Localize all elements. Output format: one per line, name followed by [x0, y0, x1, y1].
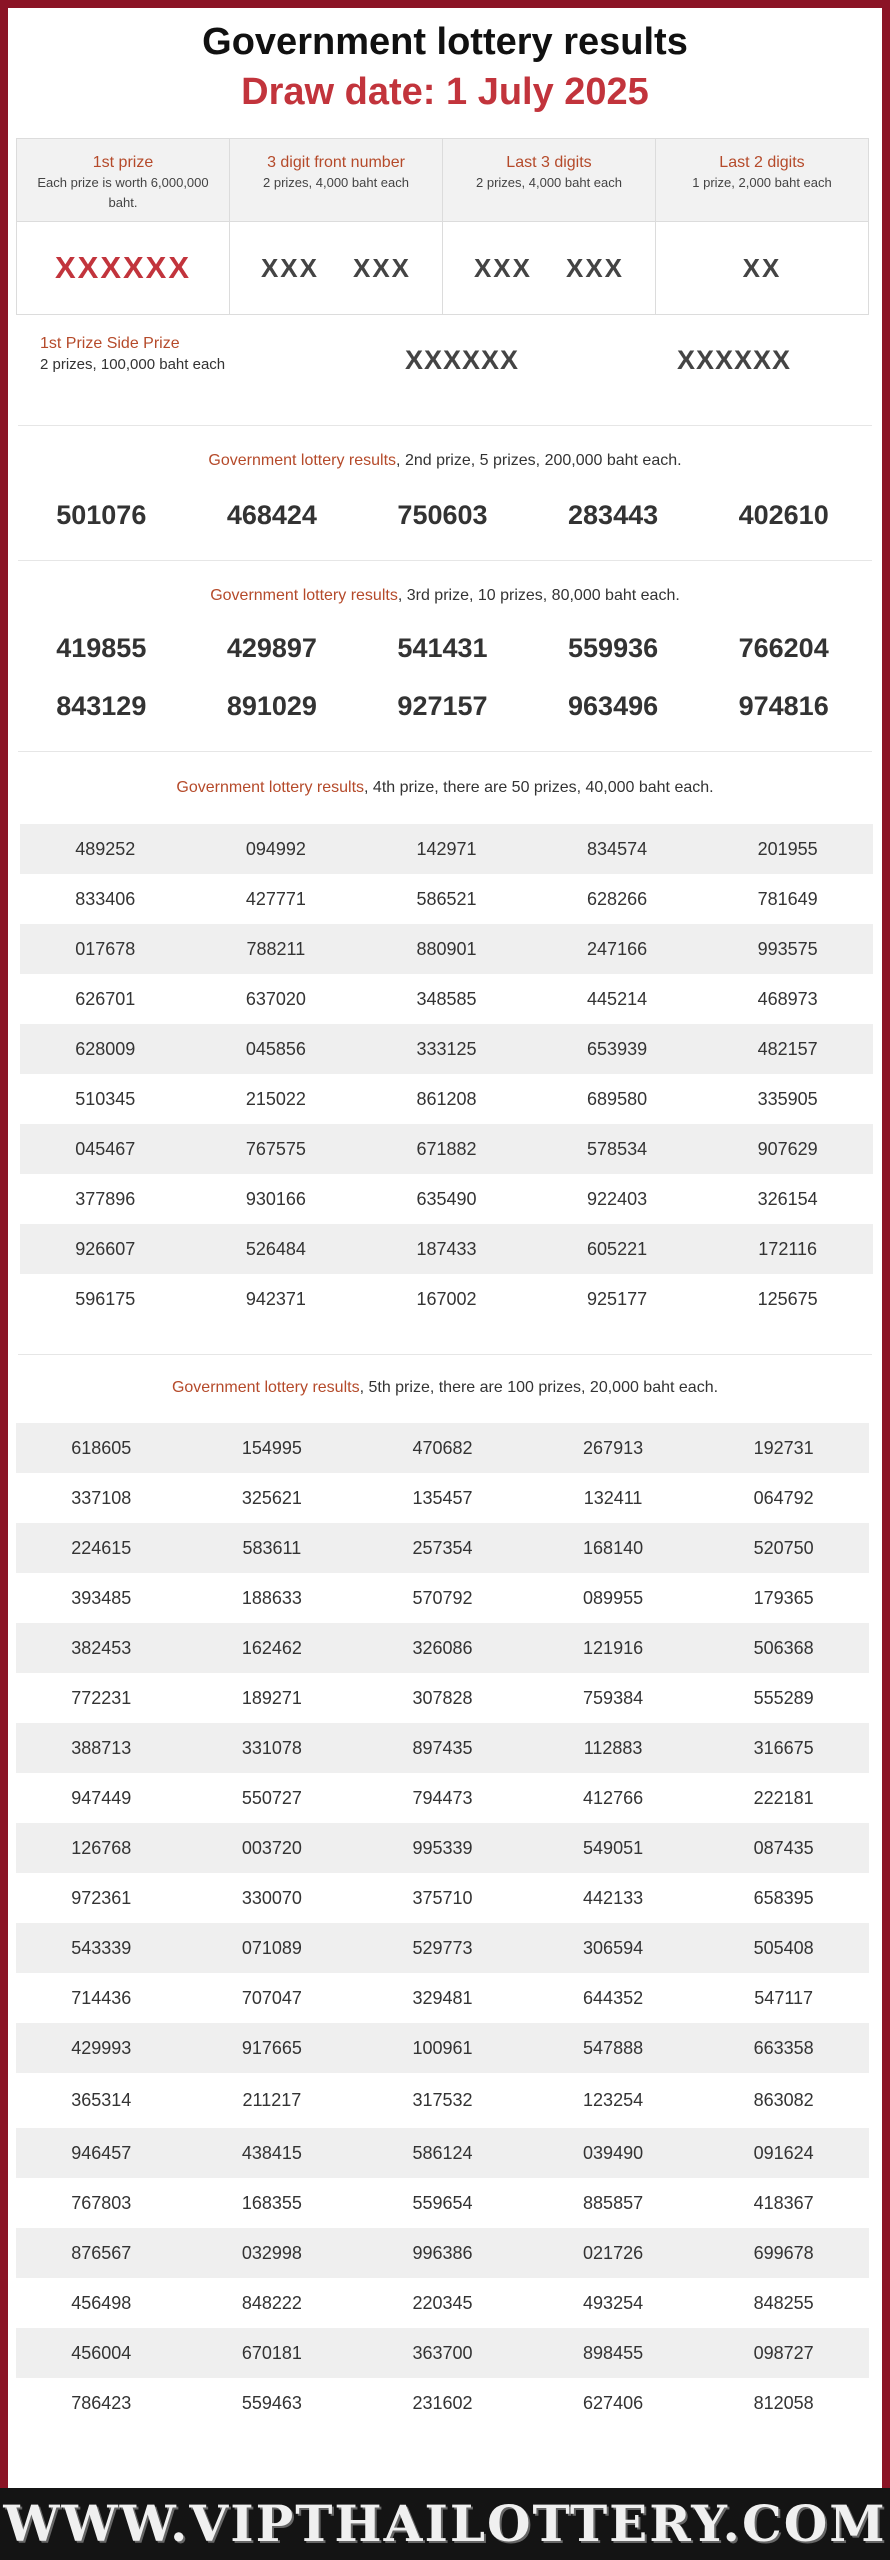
prize2-number: 750603 — [397, 500, 488, 530]
prize4-number: 526484 — [245, 1238, 306, 1259]
front3-header — [230, 139, 443, 222]
table-row — [20, 1174, 873, 1224]
prize5-number: 946457 — [71, 2142, 132, 2163]
prize4-number: 628009 — [75, 1038, 136, 1059]
table-row — [16, 1723, 869, 1773]
header-title: Last 2 digits — [719, 154, 805, 171]
prize5-number: 382453 — [71, 1637, 132, 1658]
prize5-number: 438415 — [241, 2142, 302, 2163]
prize5-number: 365314 — [71, 2090, 132, 2110]
table-row — [16, 1623, 869, 1673]
front3-number: XXX — [260, 252, 319, 283]
prize4-number: 880901 — [416, 938, 477, 959]
prize5-number: 168355 — [241, 2192, 302, 2213]
prize5-grid — [8, 1423, 882, 2428]
prize5-number: 848255 — [753, 2292, 814, 2313]
prize5-number: 192731 — [753, 1437, 814, 1458]
prize4-number: 586521 — [416, 888, 477, 909]
last2-cell — [656, 222, 869, 315]
prize5-number: 505408 — [753, 1937, 814, 1958]
prize4-number: 788211 — [246, 938, 306, 959]
prize5-number: 547117 — [754, 1987, 814, 2008]
prize5-number: 644352 — [583, 1987, 644, 2008]
prize4-number: 125675 — [757, 1288, 818, 1309]
prize5-number: 670181 — [241, 2342, 302, 2363]
prize5-number: 543339 — [71, 1937, 132, 1958]
header-title: 3 digit front number — [267, 154, 405, 171]
prize3-number: 541431 — [397, 633, 488, 663]
prize5-number: 224615 — [71, 1537, 132, 1558]
prize3-number: 559936 — [568, 633, 659, 663]
prize4-number: 215022 — [245, 1088, 306, 1109]
prize5-number: 162462 — [241, 1637, 302, 1658]
prize5-number: 848222 — [241, 2292, 302, 2313]
prize5-number: 071089 — [241, 1937, 302, 1958]
prize4-number: 781649 — [757, 888, 818, 909]
prize4-number: 510345 — [75, 1088, 136, 1109]
prize5-number: 418367 — [753, 2192, 814, 2213]
prize5-number: 121916 — [583, 1637, 644, 1658]
prize5-number: 759384 — [583, 1687, 644, 1708]
prize5-number: 375710 — [412, 1887, 473, 1908]
side-prize-sub: 2 prizes, 100,000 baht each — [40, 356, 226, 373]
prize5-number: 126768 — [71, 1837, 132, 1858]
prize5-number: 559654 — [412, 2192, 473, 2213]
prize5-number: 786423 — [71, 2392, 132, 2413]
prize2-number: 468424 — [226, 500, 317, 530]
table-row — [16, 2128, 869, 2178]
prize5-number: 363700 — [412, 2342, 473, 2363]
table-row — [16, 1773, 869, 1823]
prize5-number: 506368 — [753, 1637, 814, 1658]
prize4-number: 172116 — [758, 1238, 818, 1259]
prize3-row — [16, 691, 869, 731]
prize5-number: 307828 — [412, 1687, 473, 1708]
prize4-number: 925177 — [587, 1288, 648, 1309]
header-sub: Each prize is worth 6,000,000 baht. — [37, 175, 209, 210]
prize4-number: 596175 — [75, 1288, 136, 1309]
prize4-number: 142971 — [416, 838, 477, 859]
prize4-number: 427771 — [245, 888, 306, 909]
prize5-number: 917665 — [241, 2037, 302, 2058]
prize4-number: 834574 — [587, 838, 648, 859]
header-sub: 1 prize, 2,000 baht each — [692, 175, 832, 190]
table-row — [20, 1024, 873, 1074]
prize5-number: 089955 — [583, 1587, 644, 1608]
prize4-number: 377896 — [75, 1188, 136, 1209]
prize5-number: 179365 — [753, 1587, 814, 1608]
prize5-number: 618605 — [71, 1437, 132, 1458]
prize5-number: 772231 — [71, 1687, 132, 1708]
prize3-number: 766204 — [738, 633, 829, 663]
prize4-number: 247166 — [587, 938, 648, 959]
prize4-number: 045856 — [245, 1038, 306, 1059]
first-prize-cell — [17, 222, 230, 315]
prize4-number: 689580 — [587, 1088, 648, 1109]
prize5-number: 947449 — [71, 1787, 132, 1808]
prize3-number: 419855 — [56, 633, 147, 663]
prize4-number: 653939 — [587, 1038, 648, 1059]
prize4-number: 335905 — [757, 1088, 818, 1109]
header-title: Last 3 digits — [506, 154, 592, 171]
prize4-number: 348585 — [416, 988, 477, 1009]
side-prize-number: XXXXXX — [677, 345, 792, 375]
prize4-number: 333125 — [416, 1038, 477, 1059]
main-prizes-table — [16, 138, 869, 315]
prize5-number: 039490 — [583, 2142, 644, 2163]
site-footer-banner — [0, 2488, 890, 2560]
prize5-number: 331078 — [241, 1737, 302, 1758]
prize5-number: 100961 — [412, 2037, 473, 2058]
prize5-number: 885857 — [583, 2192, 644, 2213]
prize5-number: 812058 — [753, 2392, 814, 2413]
prize5-number: 529773 — [412, 1937, 473, 1958]
prize5-number: 188633 — [241, 1587, 302, 1608]
prize5-number: 330070 — [241, 1887, 302, 1908]
caption-link: Government lottery results — [210, 587, 398, 604]
prize4-number: 930166 — [245, 1188, 306, 1209]
prize5-number: 559463 — [241, 2392, 302, 2413]
prize5-number: 456498 — [71, 2292, 132, 2313]
last2-header — [656, 139, 869, 222]
prize5-number: 898455 — [583, 2342, 644, 2363]
prize5-number: 337108 — [71, 1487, 132, 1508]
prize5-number: 876567 — [71, 2242, 132, 2263]
prize5-number: 222181 — [753, 1787, 814, 1808]
prize5-number: 325621 — [241, 1487, 302, 1508]
table-row — [16, 1973, 869, 2023]
prize5-number: 154995 — [241, 1437, 302, 1458]
front3-number: XXX — [353, 252, 412, 283]
prize4-number: 833406 — [75, 888, 136, 909]
prize3-number: 963496 — [568, 691, 659, 721]
last3-number: XXX — [473, 252, 532, 283]
prize4-number: 482157 — [757, 1038, 818, 1059]
page-title: Government lottery results — [202, 21, 688, 63]
prize4-number: 094992 — [245, 838, 306, 859]
prize5-number: 211217 — [242, 2090, 302, 2110]
prize5-number: 583611 — [242, 1537, 302, 1558]
prize3-number: 429897 — [226, 633, 317, 663]
last3-number: XXX — [566, 252, 625, 283]
prize4-number: 942371 — [245, 1288, 306, 1309]
divider — [18, 560, 872, 561]
prize5-number: 549051 — [583, 1837, 644, 1858]
prize5-number: 429993 — [71, 2037, 132, 2058]
table-row — [16, 2328, 869, 2378]
prize5-number: 132411 — [583, 1487, 643, 1508]
prize5-number: 470682 — [412, 1437, 473, 1458]
prize5-number: 326086 — [412, 1637, 473, 1658]
prize2-caption — [8, 450, 882, 472]
prize5-number: 087435 — [753, 1837, 814, 1858]
prize5-number: 586124 — [412, 2142, 473, 2163]
prize4-number: 045467 — [75, 1138, 136, 1159]
caption-detail: , 4th prize, there are 50 prizes, 40,000 baht each. — [364, 779, 714, 796]
prize5-number: 863082 — [753, 2090, 814, 2110]
prize4-number: 489252 — [75, 838, 136, 859]
table-row — [20, 1224, 873, 1274]
table-row — [16, 1423, 869, 1473]
prize4-grid — [8, 824, 882, 1324]
table-row — [16, 1923, 869, 1973]
table-row — [16, 1573, 869, 1623]
header-sub: 2 prizes, 4,000 baht each — [263, 175, 409, 190]
prize4-number: 671882 — [416, 1138, 477, 1159]
table-row — [16, 1473, 869, 1523]
prize5-number: 189271 — [241, 1687, 302, 1708]
prize4-number: 017678 — [75, 938, 136, 959]
prize4-number: 767575 — [245, 1138, 306, 1159]
table-row — [16, 2228, 869, 2278]
prize3-row — [16, 633, 869, 691]
prize4-number: 993575 — [757, 938, 818, 959]
last2-number: XX — [742, 252, 782, 283]
prize4-number: 468973 — [757, 988, 818, 1009]
prize5-number: 555289 — [753, 1687, 814, 1708]
prize4-number: 926607 — [75, 1238, 136, 1259]
caption-link: Government lottery results — [176, 779, 365, 796]
prize4-number: 626701 — [75, 988, 136, 1009]
prize5-number: 627406 — [583, 2392, 644, 2413]
prize5-number: 658395 — [753, 1887, 814, 1908]
results-page — [8, 8, 882, 2488]
table-row — [20, 1274, 873, 1324]
prize5-number: 393485 — [71, 1587, 132, 1608]
caption-detail: , 5th prize, there are 100 prizes, 20,000 baht each. — [359, 1379, 719, 1396]
first-prize-number: XXXXXX — [54, 250, 192, 285]
draw-date: Draw date: 1 July 2025 — [241, 71, 649, 113]
table-row — [16, 2278, 869, 2328]
prize5-number: 996386 — [412, 2242, 473, 2263]
table-row — [16, 1823, 869, 1873]
table-row — [16, 1673, 869, 1723]
prize3-number: 891029 — [226, 691, 317, 721]
prize4-number: 637020 — [245, 988, 306, 1009]
table-row — [20, 1124, 873, 1174]
prize5-number: 388713 — [71, 1737, 132, 1758]
prize4-caption — [8, 777, 882, 799]
table-row — [16, 1523, 869, 1573]
prize5-number: 329481 — [412, 1987, 473, 2008]
header-title: 1st prize — [92, 154, 154, 171]
prize5-number: 098727 — [753, 2342, 814, 2363]
prize5-number: 168140 — [583, 1537, 644, 1558]
prize4-number: 861208 — [416, 1088, 477, 1109]
prize5-number: 570792 — [412, 1587, 473, 1608]
prize5-number: 714436 — [71, 1987, 132, 2008]
prize2-number: 501076 — [56, 500, 147, 530]
side-prize-number: XXXXXX — [405, 345, 520, 375]
prize5-number: 257354 — [412, 1537, 473, 1558]
prize5-number: 123254 — [583, 2090, 644, 2110]
prize4-number: 326154 — [757, 1188, 818, 1209]
prize5-number: 412766 — [583, 1787, 644, 1808]
prize5-number: 003720 — [241, 1837, 302, 1858]
table-row — [16, 2023, 869, 2073]
caption-detail: , 3rd prize, 10 prizes, 80,000 baht each. — [397, 587, 680, 604]
prize5-number: 550727 — [241, 1787, 302, 1808]
prize4-number: 167002 — [416, 1288, 477, 1309]
prize4-number: 201955 — [757, 838, 818, 859]
prize2-row — [16, 500, 869, 540]
caption-link: Government lottery results — [171, 1379, 360, 1396]
prize5-number: 972361 — [71, 1887, 132, 1908]
caption-link: Government lottery results — [208, 452, 397, 469]
prize5-number: 707047 — [241, 1987, 302, 2008]
last3-header — [443, 139, 656, 222]
prize5-number: 267913 — [583, 1437, 644, 1458]
table-row — [20, 824, 873, 874]
table-row — [16, 2178, 869, 2228]
table-row — [16, 2073, 869, 2128]
table-row — [16, 1873, 869, 1923]
prize5-number: 112883 — [583, 1737, 643, 1758]
prize3-caption — [8, 585, 882, 607]
prize5-number: 135457 — [412, 1487, 473, 1508]
prize4-number: 907629 — [757, 1138, 818, 1159]
site-url-watermark: WWW.VIPTHAILOTTERY.COM — [3, 2494, 887, 2553]
side-prize-title: 1st Prize Side Prize — [40, 335, 180, 352]
prize2-number: 402610 — [738, 500, 829, 530]
prize5-number: 231602 — [412, 2392, 473, 2413]
prize2-number: 283443 — [568, 500, 659, 530]
prize3-number: 974816 — [738, 691, 829, 721]
header-sub: 2 prizes, 4,000 baht each — [476, 175, 622, 190]
prize5-number: 547888 — [583, 2037, 644, 2058]
prize5-number: 091624 — [753, 2142, 814, 2163]
prize5-number: 442133 — [583, 1887, 644, 1908]
prize4-number: 628266 — [587, 888, 648, 909]
prize5-number: 493254 — [583, 2292, 644, 2313]
table-row — [20, 924, 873, 974]
prize5-caption — [8, 1377, 882, 1399]
prize5-number: 317532 — [412, 2090, 473, 2110]
prize5-number: 064792 — [753, 1487, 814, 1508]
divider — [18, 751, 872, 752]
prize4-number: 187433 — [416, 1238, 477, 1259]
prize5-number: 663358 — [753, 2037, 814, 2058]
prize3-number: 927157 — [397, 691, 488, 721]
first-prize-header — [17, 139, 230, 222]
prize5-number: 316675 — [753, 1737, 814, 1758]
prize5-number: 021726 — [583, 2242, 644, 2263]
table-row — [20, 874, 873, 924]
prize5-number: 306594 — [583, 1937, 644, 1958]
table-row — [20, 974, 873, 1024]
prize4-number: 445214 — [587, 988, 648, 1009]
table-row — [20, 1074, 873, 1124]
prize5-number: 032998 — [241, 2242, 302, 2263]
prize4-number: 922403 — [587, 1188, 648, 1209]
prize5-number: 220345 — [412, 2292, 473, 2313]
prize5-number: 456004 — [71, 2342, 132, 2363]
prize5-number: 995339 — [412, 1837, 473, 1858]
prize5-number: 767803 — [71, 2192, 132, 2213]
prize5-number: 794473 — [412, 1787, 473, 1808]
table-row — [16, 2378, 869, 2428]
prize4-number: 635490 — [416, 1188, 477, 1209]
last3-cell — [443, 222, 656, 315]
caption-detail: , 2nd prize, 5 prizes, 200,000 baht each. — [396, 452, 682, 469]
prize3-number: 843129 — [56, 691, 147, 721]
side-prize-section — [8, 325, 882, 425]
prize4-number: 605221 — [587, 1238, 648, 1259]
prize5-number: 699678 — [753, 2242, 814, 2263]
front3-cell — [230, 222, 443, 315]
prize4-number: 578534 — [587, 1138, 648, 1159]
prize5-number: 897435 — [412, 1737, 473, 1758]
divider — [18, 1354, 872, 1355]
divider — [18, 425, 872, 426]
prize5-number: 520750 — [753, 1537, 814, 1558]
